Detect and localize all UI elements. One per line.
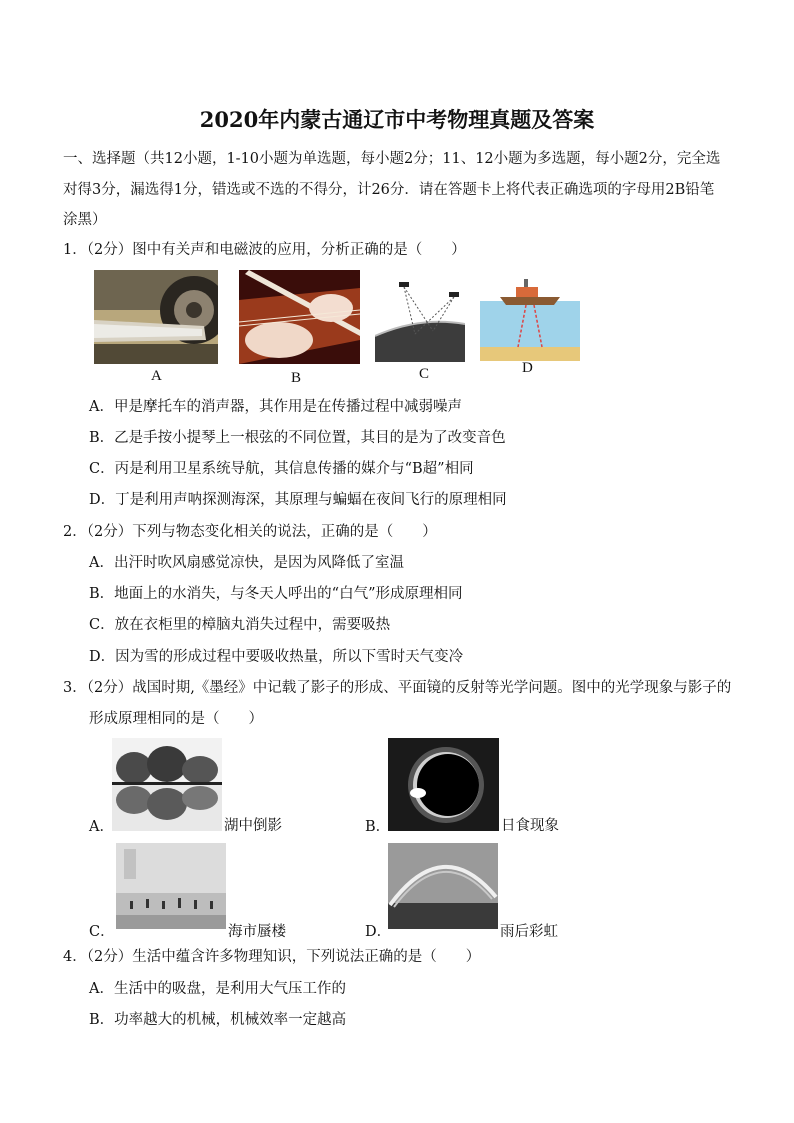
question-4-option-a: A．生活中的吸盘，是利用大气压工作的 [89,981,346,997]
lake-reflection-image [112,738,222,831]
question-1-option-a: A．甲是摩托车的消声器，其作用是在传播过程中减弱噪声 [89,399,462,415]
motorcycle-muffler-image [94,270,218,364]
image-label-c: C [419,366,430,382]
question-3-option-c-letter: C． [89,924,115,940]
section-instructions-line-2: 对得3分，漏选得1分，错选或不选的不得分，计26分．请在答题卡上将代表正确选项的字母用2B铅笔 [63,182,715,198]
question-1-stem: 1．（2分）图中有关声和电磁波的应用，分析正确的是（ ） [63,242,466,258]
satellite-navigation-image [375,276,465,362]
mirage-image [116,843,226,929]
image-label-d: D [522,360,533,376]
question-2-stem: 2．（2分）下列与物态变化相关的说法，正确的是（ ） [63,524,437,540]
question-3-option-d-caption: 雨后彩虹 [500,924,558,940]
question-3-option-d-letter: D． [365,924,392,940]
question-4-option-b: B．功率越大的机械，机械效率一定越高 [89,1012,347,1028]
question-3-option-c-caption: 海市蜃楼 [228,924,286,940]
question-2-option-b: B．地面上的水消失，与冬天人呼出的“白气”形成原理相同 [89,586,463,602]
question-3-option-b-letter: B． [365,819,391,835]
rainbow-image [388,843,498,929]
violin-image [239,270,360,364]
question-2-option-d: D．因为雪的形成过程中要吸收热量，所以下雪时天气变冷 [89,649,464,665]
image-label-a: A [151,368,162,384]
section-instructions-line-1: 一、选择题（共12小题，1-10小题为单选题，每小题2分；11、12小题为多选题，每小题2分，完全选 [63,151,721,167]
question-4-stem: 4．（2分）生活中蕴含许多物理知识，下列说法正确的是（ ） [63,949,481,965]
question-3-option-a-letter: A． [89,819,114,835]
section-instructions-line-3: 涂黑） [63,212,107,228]
question-3-stem-line-1: 3．（2分）战国时期,《墨经》中记载了影子的形成、平面镜的反射等光学问题。图中的光学现象与影子的 [63,680,732,696]
page-title: 2020年内蒙古通辽市中考物理真题及答案 [199,107,595,132]
question-3-option-b-caption: 日食现象 [501,818,559,834]
question-3-stem-line-2: 形成原理相同的是（ ） [89,711,263,727]
sonar-ship-image [480,279,580,361]
question-1-option-c: C．丙是利用卫星系统导航，其信息传播的媒介与“B超”相同 [89,461,474,477]
image-label-b: B [291,370,302,386]
question-2-option-c: C．放在衣柜里的樟脑丸消失过程中，需要吸热 [89,617,391,633]
solar-eclipse-image [388,738,499,831]
question-1-option-d: D．丁是利用声呐探测海深，其原理与蝙蝠在夜间飞行的原理相同 [89,492,507,508]
question-3-option-a-caption: 湖中倒影 [224,818,282,834]
question-2-option-a: A．出汗时吹风扇感觉凉快，是因为风降低了室温 [89,555,404,571]
question-1-option-b: B．乙是手按小提琴上一根弦的不同位置，其目的是为了改变音色 [89,430,506,446]
